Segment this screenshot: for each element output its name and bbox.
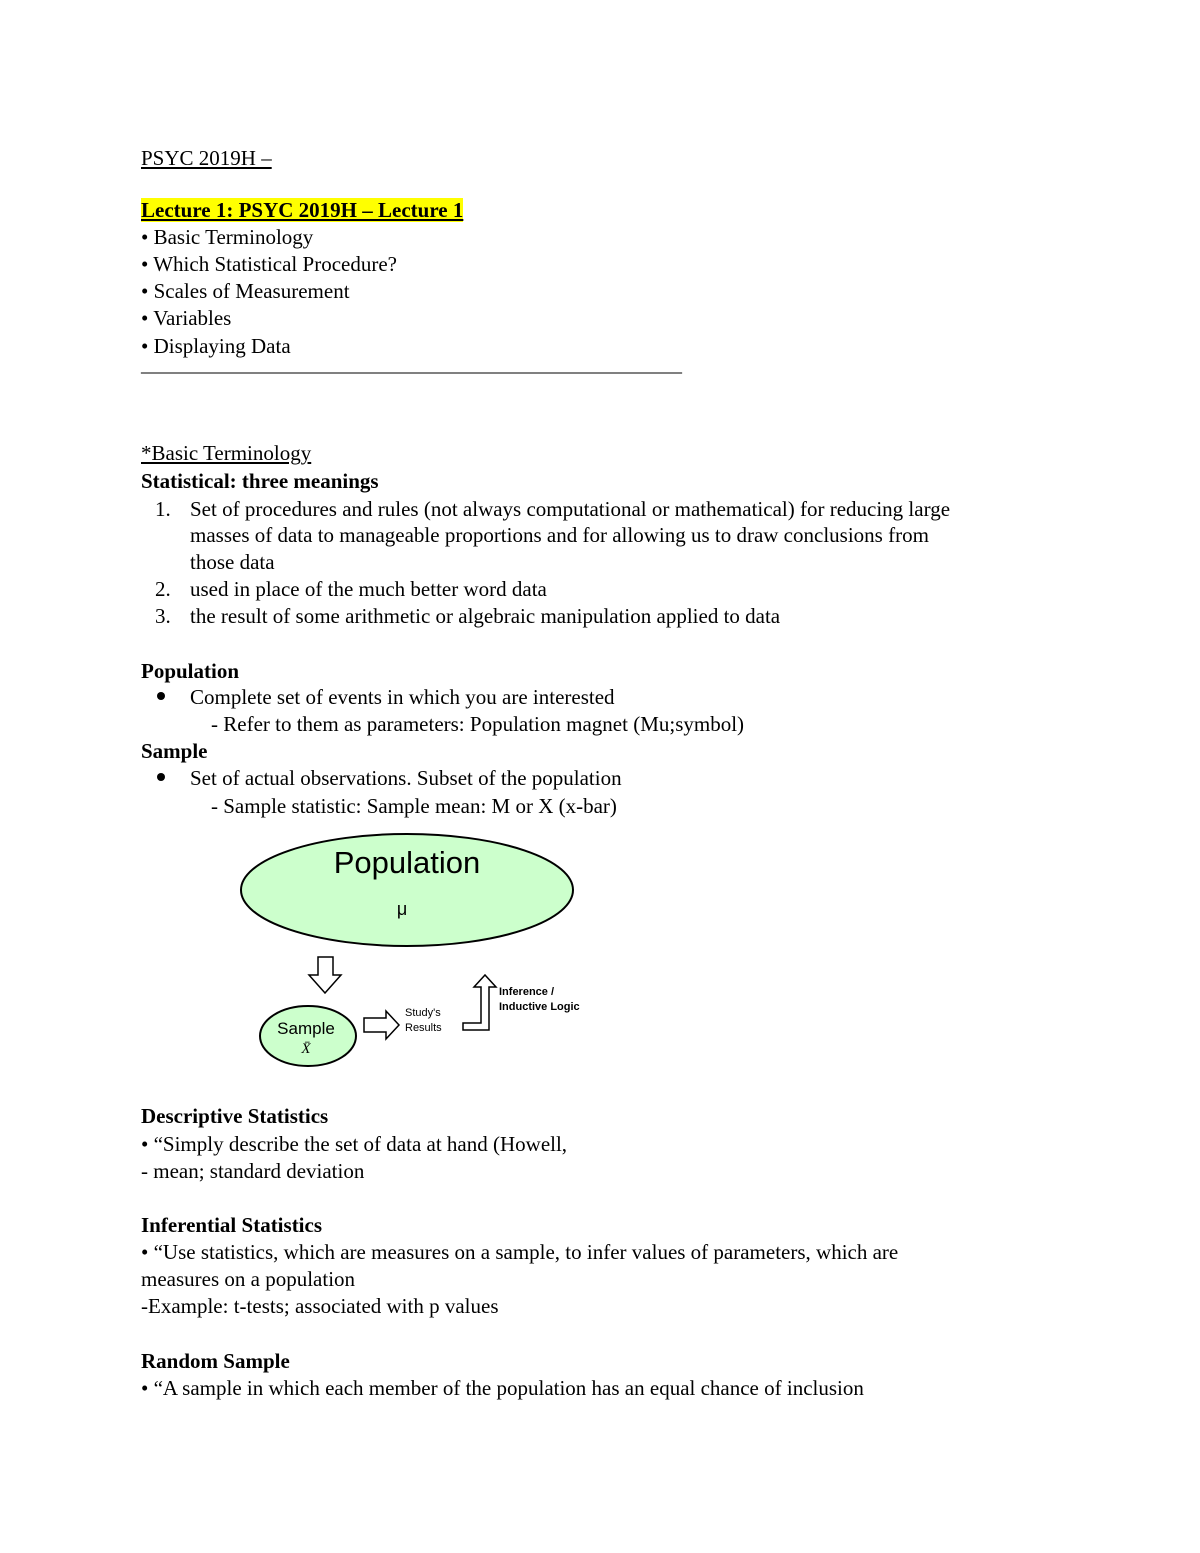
list-item-text: the result of some arithmetic or algebraic manipulation applied to data (190, 604, 781, 628)
list-number: 1. (155, 497, 171, 521)
population-sub: - Refer to them as parameters: Population magnet (Mu;symbol) (211, 712, 745, 736)
inferential-line: • “Use statistics, which are measures on a sample, to infer values of parameters, which are (141, 1240, 899, 1264)
inferential-heading: Inferential Statistics (141, 1213, 323, 1237)
mu-symbol: μ (396, 899, 408, 919)
outline-item: • Which Statistical Procedure? (141, 252, 397, 276)
up-arrow-icon (463, 975, 496, 1030)
sample-label: Sample (277, 1019, 335, 1038)
outline-item: • Basic Terminology (141, 225, 314, 249)
descriptive-heading: Descriptive Statistics (141, 1104, 329, 1128)
lecture-heading-highlight: Lecture 1: PSYC 2019H – Lecture 1 (141, 198, 464, 222)
descriptive-line: - mean; standard deviation (141, 1159, 365, 1183)
divider-line: ——————————————————————————— (141, 359, 681, 383)
bullet-dot (157, 773, 165, 781)
inference-line-2: Inductive Logic (499, 1001, 580, 1013)
sample-heading: Sample (141, 739, 208, 763)
population-heading: Population (141, 659, 240, 683)
random-sample-heading: Random Sample (141, 1349, 290, 1373)
right-arrow-icon (364, 1011, 399, 1039)
section-title: *Basic Terminology (141, 441, 312, 465)
course-heading: PSYC 2019H – (141, 146, 272, 170)
list-item-text: masses of data to manageable proportions and for allowing us to draw conclusions from (190, 523, 929, 547)
list-item-text: Set of procedures and rules (not always computational or mathematical) for reducing large (190, 497, 951, 521)
outline-item: • Variables (141, 306, 232, 330)
bullet-dot (157, 692, 165, 700)
down-arrow-icon (309, 957, 341, 993)
population-sample-diagram (230, 825, 610, 1075)
list-item-text: used in place of the much better word data (190, 577, 547, 601)
results-line-1: Study's (405, 1007, 441, 1019)
outline-item: • Displaying Data (141, 334, 291, 358)
population-bullet: Complete set of events in which you are interested (190, 685, 615, 709)
lecture-heading (141, 197, 463, 223)
list-item-text: those data (190, 550, 275, 574)
population-label: Population (333, 845, 481, 880)
inference-line-1: Inference / (499, 986, 555, 998)
random-sample-line: • “A sample in which each member of the population has an equal chance of inclusion (141, 1376, 864, 1400)
sample-sub: - Sample statistic: Sample mean: M or X (x-bar) (211, 794, 617, 818)
inferential-line: -Example: t-tests; associated with p values (141, 1294, 499, 1318)
list-number: 2. (155, 577, 171, 601)
results-line-2: Results (405, 1022, 442, 1034)
sample-bullet: Set of actual observations. Subset of the population (190, 766, 622, 790)
descriptive-line: • “Simply describe the set of data at hand (Howell, (141, 1132, 568, 1156)
statistical-heading: Statistical: three meanings (141, 469, 379, 493)
outline-item: • Scales of Measurement (141, 279, 350, 303)
xbar-symbol: X̄ (301, 1041, 311, 1057)
list-number: 3. (155, 604, 171, 628)
inferential-line: measures on a population (141, 1267, 356, 1291)
